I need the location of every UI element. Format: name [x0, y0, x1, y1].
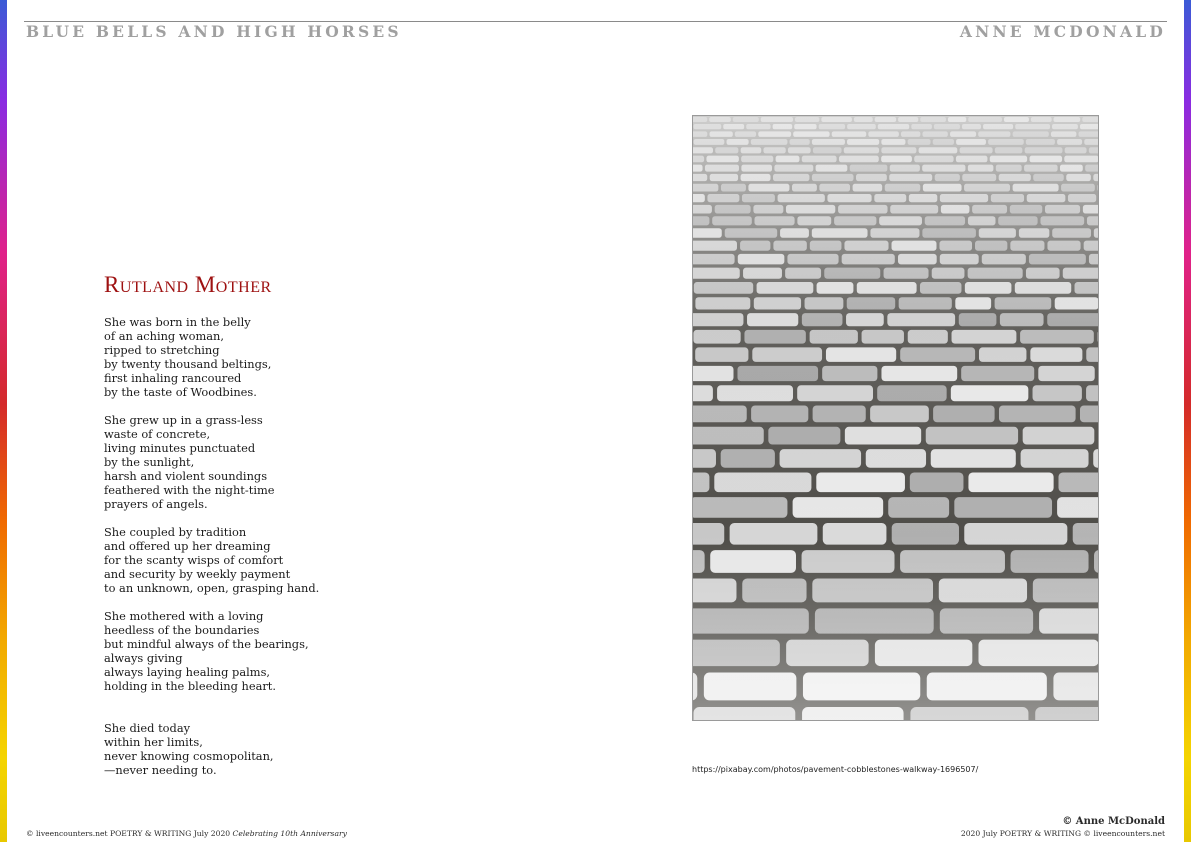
right-edge-gradient-strip — [1184, 0, 1191, 842]
poem-stanza-5 — [104, 721, 274, 777]
poem-stanza-2 — [104, 413, 275, 511]
poem-line: She coupled by tradition — [104, 525, 247, 539]
left-edge-gradient-strip — [0, 0, 7, 842]
poem-line: She grew up in a grass-less — [104, 413, 263, 427]
cobblestone-photo — [692, 115, 1099, 721]
poem-line: holding in the bleeding heart. — [104, 679, 277, 693]
poem-title: Rutland Mother — [104, 272, 272, 297]
poem-line: by the taste of Woodbines. — [104, 385, 257, 399]
poem-line: by the sunlight, — [104, 455, 195, 469]
poem-line: She was born in the belly — [104, 315, 251, 329]
footer-right: 2020 July POETRY & WRITING © liveencounters.net — [960, 829, 1165, 838]
poem-line: living minutes punctuated — [104, 441, 256, 455]
poem-line: and security by weekly payment — [104, 567, 291, 581]
photo-credit-link[interactable]: https://pixabay.com/photos/pavement-cobblestones-walkway-1696507/ — [692, 765, 979, 774]
poem-line: by twenty thousand beltings, — [104, 357, 272, 371]
poem-line: within her limits, — [104, 735, 203, 749]
poem-stanza-1 — [104, 315, 271, 399]
poem-line: but mindful always of the bearings, — [104, 637, 309, 651]
poem-line: prayers of angels. — [104, 497, 208, 511]
poem-line: She mothered with a loving — [104, 609, 264, 623]
poem-stanza-4 — [104, 609, 309, 693]
poem-line: always laying healing palms, — [104, 665, 271, 679]
poem-line: harsh and violent soundings — [104, 469, 268, 483]
poem-line: waste of concrete, — [104, 427, 211, 441]
magazine-section-title: BLUE BELLS AND HIGH HORSES — [26, 22, 402, 41]
poem-line: heedless of the boundaries — [104, 623, 260, 637]
poem-line: for the scanty wisps of comfort — [104, 553, 284, 567]
cobblestone-illustration — [693, 116, 1098, 720]
poem-line: first inhaling rancoured — [104, 371, 242, 385]
poem-stanza-3 — [104, 525, 319, 595]
poem-line: and offered up her dreaming — [104, 539, 271, 553]
poem-line: ripped to stretching — [104, 343, 220, 357]
poem-line: of an aching woman, — [104, 329, 224, 343]
poem-line: —never needing to. — [104, 763, 217, 777]
poem-line: feathered with the night-time — [104, 483, 275, 497]
poem-line: never knowing cosmopolitan, — [104, 749, 274, 763]
footer-left-text: © liveencounters.net POETRY & WRITING July 2020 — [26, 829, 231, 838]
footer-anniversary: Celebrating 10th Anniversary — [232, 829, 347, 838]
poem-line: always giving — [104, 651, 183, 665]
copyright-notice: © Anne McDonald — [1062, 816, 1165, 827]
poem-line: to an unknown, open, grasping hand. — [104, 581, 320, 595]
poem-line: She died today — [104, 721, 191, 735]
author-name-header: ANNE MCDONALD — [959, 22, 1166, 41]
footer-left — [26, 829, 347, 838]
